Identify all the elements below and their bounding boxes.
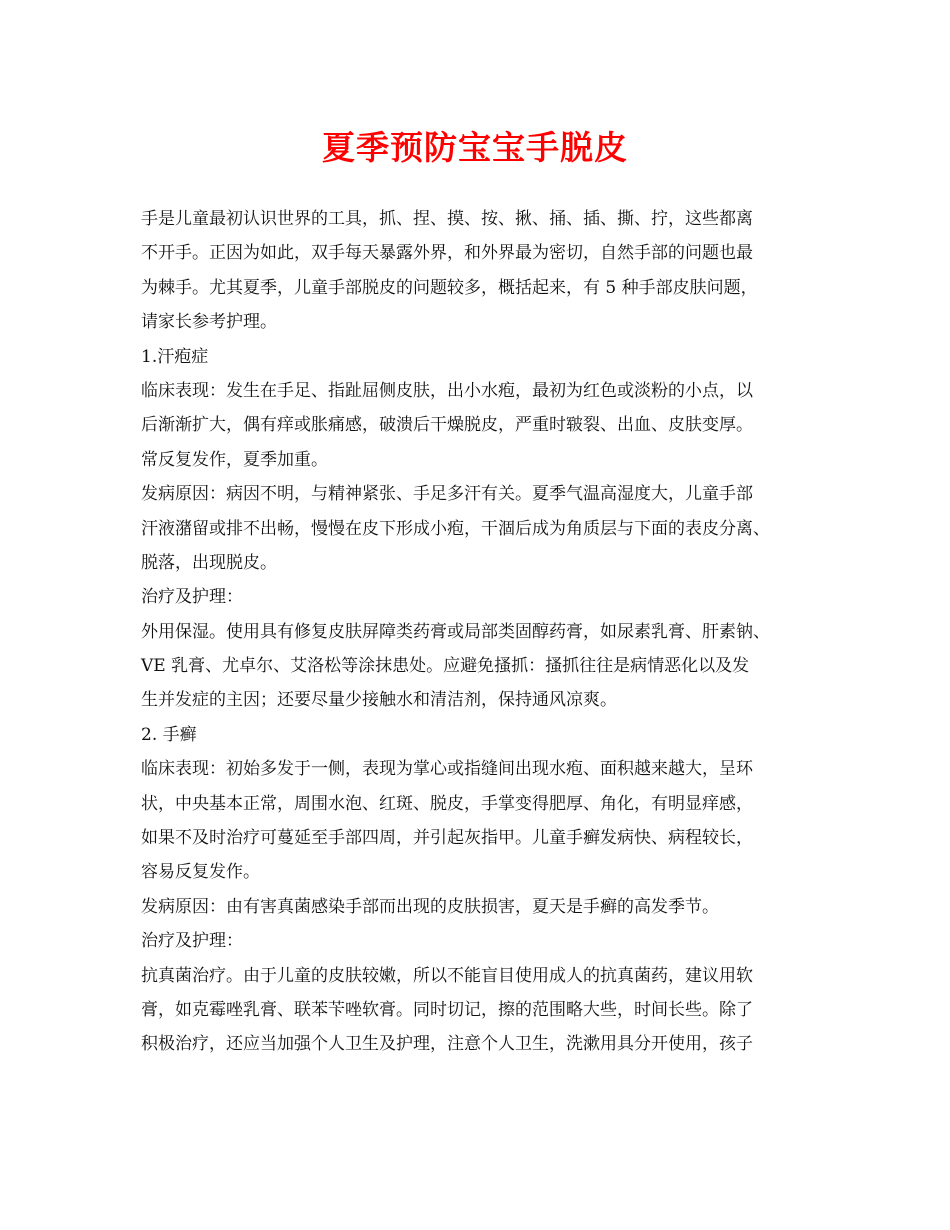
text-line: VE 乳膏、尤卓尔、艾洛松等涂抹患处。应避免搔抓：搔抓往往是病情恶化以及发: [141, 656, 750, 677]
text-line: 常反复发作，夏季加重。: [141, 449, 328, 470]
text-line: 抗真菌治疗。由于儿童的皮肤较嫩，所以不能盲目使用成人的抗真菌药，建议用软: [141, 965, 753, 986]
text-line: 手是儿童最初认识世界的工具，抓、捏、摸、按、揪、捅、插、撕、拧，这些都离: [141, 209, 753, 229]
text-line: 治疗及护理：: [141, 587, 243, 608]
text-line: 发病原因：病因不明，与精神紧张、手足多汗有关。夏季气温高湿度大，儿童手部: [141, 484, 753, 505]
text-line: 汗液潴留或排不出畅，慢慢在皮下形成小疱，干涸后成为角质层与下面的表皮分离、: [141, 518, 770, 539]
text-line: 1.汗疱症: [141, 346, 209, 367]
text-line: 状，中央基本正常，周围水泡、红斑、脱皮，手掌变得肥厚、角化，有明显痒感，: [141, 793, 753, 814]
text-line: 临床表现：发生在手足、指趾屈侧皮肤，出小水疱，最初为红色或淡粉的小点，以: [141, 380, 753, 401]
text-line: 外用保湿。使用具有修复皮肤屏障类药膏或局部类固醇药膏，如尿素乳膏、肝素钠、: [141, 621, 770, 642]
text-line: 容易反复发作。: [141, 862, 260, 883]
text-line: 后渐渐扩大，偶有痒或胀痛感，破溃后干燥脱皮，严重时皲裂、出血、皮肤变厚。: [141, 415, 753, 436]
document-title: 夏季预防宝宝手脱皮: [322, 128, 628, 167]
text-line: 生并发症的主因；还要尽量少接触水和清洁剂，保持通风凉爽。: [141, 690, 617, 711]
text-line: 治疗及护理：: [141, 931, 243, 952]
document-body: [141, 202, 831, 1062]
text-line: 临床表现：初始多发于一侧，表现为掌心或指缝间出现水疱、面积越来越大，呈环: [141, 759, 753, 780]
text-line: 2. 手癣: [141, 724, 197, 745]
text-line: 发病原因：由有害真菌感染手部而出现的皮肤损害，夏天是手癣的高发季节。: [141, 896, 719, 917]
text-line: 膏，如克霉唑乳膏、联苯苄唑软膏。同时切记，擦的范围略大些，时间长些。除了: [141, 999, 753, 1020]
text-line: 积极治疗，还应当加强个人卫生及护理，注意个人卫生，洗漱用具分开使用，孩子: [141, 1034, 753, 1055]
text-line: 不开手。正因为如此，双手每天暴露外界，和外界最为密切，自然手部的问题也最: [141, 243, 753, 264]
text-line: 请家长参考护理。: [141, 312, 277, 333]
text-line: 如果不及时治疗可蔓延至手部四周，并引起灰指甲。儿童手癣发病快、病程较长，: [141, 828, 753, 849]
text-line: 脱落，出现脱皮。: [141, 552, 277, 573]
text-line: 为棘手。尤其夏季，儿童手部脱皮的问题较多，概括起来，有 5 种手部皮肤问题，: [141, 277, 758, 298]
